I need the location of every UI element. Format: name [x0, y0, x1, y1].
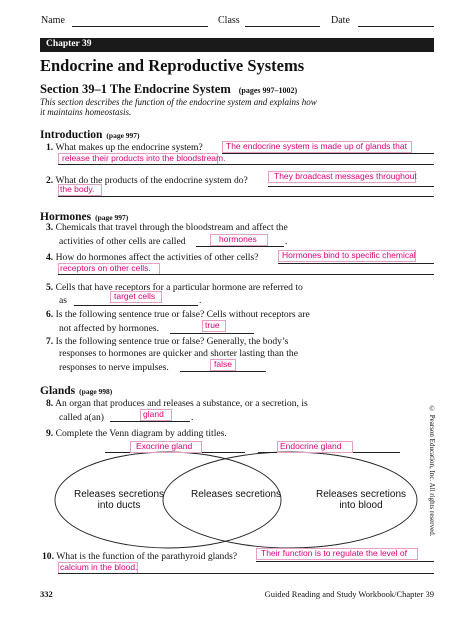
venn-center-text: Releases secretions [190, 489, 282, 500]
introduction-pages: (page 997) [106, 131, 140, 140]
answer-1-rule-1 [222, 153, 434, 154]
hormones-title: Hormones [40, 211, 92, 223]
header-class-label: Class [218, 15, 240, 26]
answer-1-rule-2 [58, 164, 434, 165]
header-date-label: Date [331, 15, 350, 26]
answer-4-rule-2 [58, 274, 434, 275]
answer-10-line-1[interactable]: Their function is to regulate the level of [261, 548, 407, 558]
workbook-footer: Guided Reading and Study Workbook/Chapter 39 [264, 589, 434, 599]
question-3-line-1: 3. Chemicals that travel through the bloodstream and affect the [46, 222, 288, 233]
glands-title: Glands [40, 385, 76, 397]
section-description-2: it maintains homeostasis. [40, 107, 132, 117]
answer-10-rule-1 [256, 561, 434, 562]
hormones-pages: (page 997) [95, 213, 129, 222]
question-7-line-2: responses to hormones are quicker and shorter lasting than the [59, 348, 298, 359]
venn-left-text-1: Releases secretions [73, 489, 165, 500]
chapter-tab [40, 38, 434, 52]
answer-8[interactable]: gland [143, 409, 164, 419]
page-number: 332 [40, 589, 53, 599]
answer-5[interactable]: target cells [114, 291, 156, 301]
question-4: 4. How do hormones affect the activities of other cells? [46, 252, 259, 263]
question-5-line-2: as [59, 295, 67, 306]
answer-6[interactable]: true [205, 320, 220, 330]
answer-3-rule [196, 246, 284, 247]
answer-2-rule-2 [58, 196, 434, 197]
question-8-end: . [191, 412, 194, 423]
question-6-line-1: 6. Is the following sentence true or false? Cells without receptors are [46, 309, 310, 320]
glands-pages: (page 998) [79, 387, 113, 396]
question-7-line-3: responses to nerve impulses. [59, 362, 169, 373]
answer-8-rule [110, 421, 190, 422]
answer-2-line-2[interactable]: the body. [60, 184, 95, 194]
question-6-line-2: not affected by hormones. [59, 323, 159, 334]
question-10: 10. What is the function of the parathyroid glands? [42, 551, 238, 562]
answer-5-rule [74, 305, 198, 306]
question-9: 9. Complete the Venn diagram by adding titles. [46, 428, 227, 439]
introduction-heading [40, 125, 140, 143]
question-5-end: . [199, 295, 202, 306]
date-field[interactable] [358, 26, 434, 27]
answer-1-line-2[interactable]: release their products into the bloodstream. [62, 153, 226, 163]
question-8-line-1: 8. An organ that produces and releases a substance, or a secretion, is [46, 398, 308, 409]
introduction-title: Introduction [40, 129, 103, 141]
chapter-label: Chapter 39 [46, 39, 92, 49]
answer-2-line-1[interactable]: They broadcast messages throughout [274, 171, 417, 181]
question-2: 2. What do the products of the endocrine system do? [46, 175, 248, 186]
answer-4-line-2[interactable]: receptors on other cells. [60, 263, 151, 273]
answer-6-rule [170, 333, 254, 334]
section-title: Section 39–1 The Endocrine System [40, 82, 231, 96]
answer-3[interactable]: hormones [219, 234, 257, 244]
answer-7[interactable]: false [214, 359, 232, 369]
question-8-line-2: called a(an) [59, 412, 105, 423]
venn-right-text-1: Releases secretions [315, 489, 407, 500]
glands-heading [40, 381, 112, 399]
venn-right-title[interactable]: Endocrine gland [280, 441, 342, 451]
venn-right-text-2: into blood [339, 500, 383, 511]
question-1: 1. What makes up the endocrine system? [46, 142, 203, 153]
class-field[interactable] [245, 26, 320, 27]
copyright-notice: © Pearson Education, Inc. All rights reserved. [428, 405, 436, 537]
venn-left-title[interactable]: Exocrine gland [136, 441, 193, 451]
answer-4-rule-1 [278, 263, 434, 264]
section-heading [40, 80, 297, 98]
answer-4-line-1[interactable]: Hormones bind to specific chemical [282, 250, 416, 260]
venn-left-text-2: into ducts [97, 500, 141, 511]
answer-2-rule-1 [268, 186, 434, 187]
answer-10-rule-2 [58, 573, 434, 574]
answer-10-line-2[interactable]: calcium in the blood. [60, 562, 138, 572]
name-field[interactable] [72, 26, 208, 27]
question-7-line-1: 7. Is the following sentence true or false? Generally, the body’s [46, 336, 289, 347]
question-3-end: . [285, 236, 288, 247]
answer-1-line-1[interactable]: The endocrine system is made up of glands that [226, 141, 407, 151]
question-5-line-1: 5. Cells that have receptors for a particular hormone are referred to [46, 282, 303, 293]
page-title: Endocrine and Reproductive Systems [40, 56, 305, 75]
header-name-label: Name [41, 15, 65, 26]
section-description-1: This section describes the function of the endocrine system and explains how [40, 97, 317, 107]
answer-7-rule [180, 371, 266, 372]
section-pages: (pages 997–1002) [238, 86, 298, 95]
question-3-line-2: activities of other cells are called [59, 236, 186, 247]
